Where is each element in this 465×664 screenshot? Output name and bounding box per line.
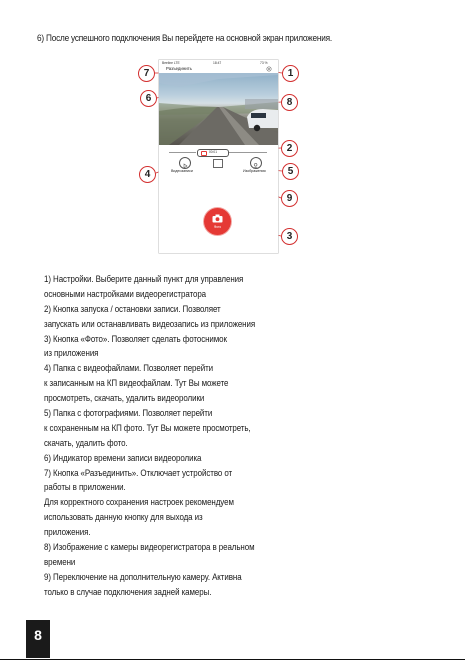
- list-line: Для корректного сохранения настроек рекомендуем: [44, 497, 234, 509]
- list-line: 3) Кнопка «Фото». Позволяет сделать фотоснимок: [44, 333, 227, 345]
- list-line: 6) Индикатор времени записи видеоролика: [44, 452, 202, 464]
- list-line: использовать данную кнопку для выхода из: [44, 512, 203, 524]
- feature-list: [44, 273, 314, 601]
- photos-folder-button[interactable]: [243, 157, 269, 177]
- record-icon: [201, 151, 207, 155]
- callout-2: 2: [281, 140, 298, 157]
- videos-label: Видеозаписи: [171, 169, 193, 173]
- callout-7: 7: [138, 65, 155, 82]
- list-line: только в случае подключения задней камеры.: [44, 586, 212, 598]
- callout-9: 9: [281, 190, 298, 207]
- record-time: 00:01: [209, 150, 217, 155]
- callout-6: 6: [140, 90, 157, 107]
- play-icon: [179, 157, 191, 169]
- record-button[interactable]: [197, 149, 229, 157]
- shutter-label: Фото: [213, 225, 222, 229]
- record-indicator-row: [159, 148, 278, 156]
- user-icon: [250, 157, 262, 169]
- list-line: просмотреть, скачать, удалить видеоролики: [44, 393, 205, 405]
- app-screenshot: [159, 60, 278, 253]
- footer-rule: [0, 659, 465, 660]
- photos-label: Изображения: [243, 169, 266, 173]
- list-line: 5) Папка с фотографиями. Позволяет перейти: [44, 408, 213, 420]
- list-line: 8) Изображение с камеры видеорегистратора в реальном: [44, 542, 255, 554]
- list-line: работы в приложении.: [44, 482, 126, 494]
- list-line: основными настройками видеорегистратора: [44, 288, 207, 300]
- photo-shutter-button[interactable]: [204, 208, 231, 235]
- switch-camera-icon[interactable]: [213, 159, 223, 168]
- carrier-text: Beeline LTE: [162, 60, 180, 65]
- list-line: 1) Настройки. Выберите данный пункт для управления: [44, 274, 244, 285]
- camera-icon: [212, 214, 223, 223]
- callout-5: 5: [282, 163, 299, 180]
- camera-live-view: [159, 73, 278, 145]
- battery-text: 73 %: [260, 60, 268, 65]
- callout-4: 4: [139, 166, 156, 183]
- gear-icon[interactable]: [266, 66, 272, 72]
- disconnect-button[interactable]: Разъединить: [166, 66, 192, 71]
- list-line: 4) Папка с видеофайлами. Позволяет перейти: [44, 363, 214, 375]
- callout-1: 1: [282, 65, 299, 82]
- list-line: 7) Кнопка «Разъединить». Отключает устройство от: [44, 467, 233, 479]
- top-bar: [159, 65, 278, 73]
- list-line: из приложения: [44, 348, 99, 360]
- list-line: к сохраненным на КП фото. Тут Вы можете просмотреть,: [44, 422, 251, 434]
- list-line: приложения.: [44, 527, 91, 539]
- page-number: 8: [26, 620, 50, 658]
- list-line: к записанным на КП видеофайлам. Тут Вы можете: [44, 378, 229, 390]
- list-line: скачать, удалить фото.: [44, 437, 128, 449]
- videos-folder-button[interactable]: [171, 157, 196, 177]
- list-line: времени: [44, 556, 76, 568]
- callout-8: 8: [281, 94, 298, 111]
- status-time: 18:47: [213, 60, 222, 65]
- callout-3: 3: [281, 228, 298, 245]
- list-line: запускать или останавливать видеозапись из приложения: [44, 318, 256, 330]
- list-line: 2) Кнопка запуска / остановки записи. Позволяет: [44, 303, 221, 315]
- intro-text: 6) После успешного подключения Вы перейдете на основной экран приложения.: [37, 33, 332, 44]
- list-line: 9) Переключение на дополнительную камеру. Активна: [44, 571, 242, 583]
